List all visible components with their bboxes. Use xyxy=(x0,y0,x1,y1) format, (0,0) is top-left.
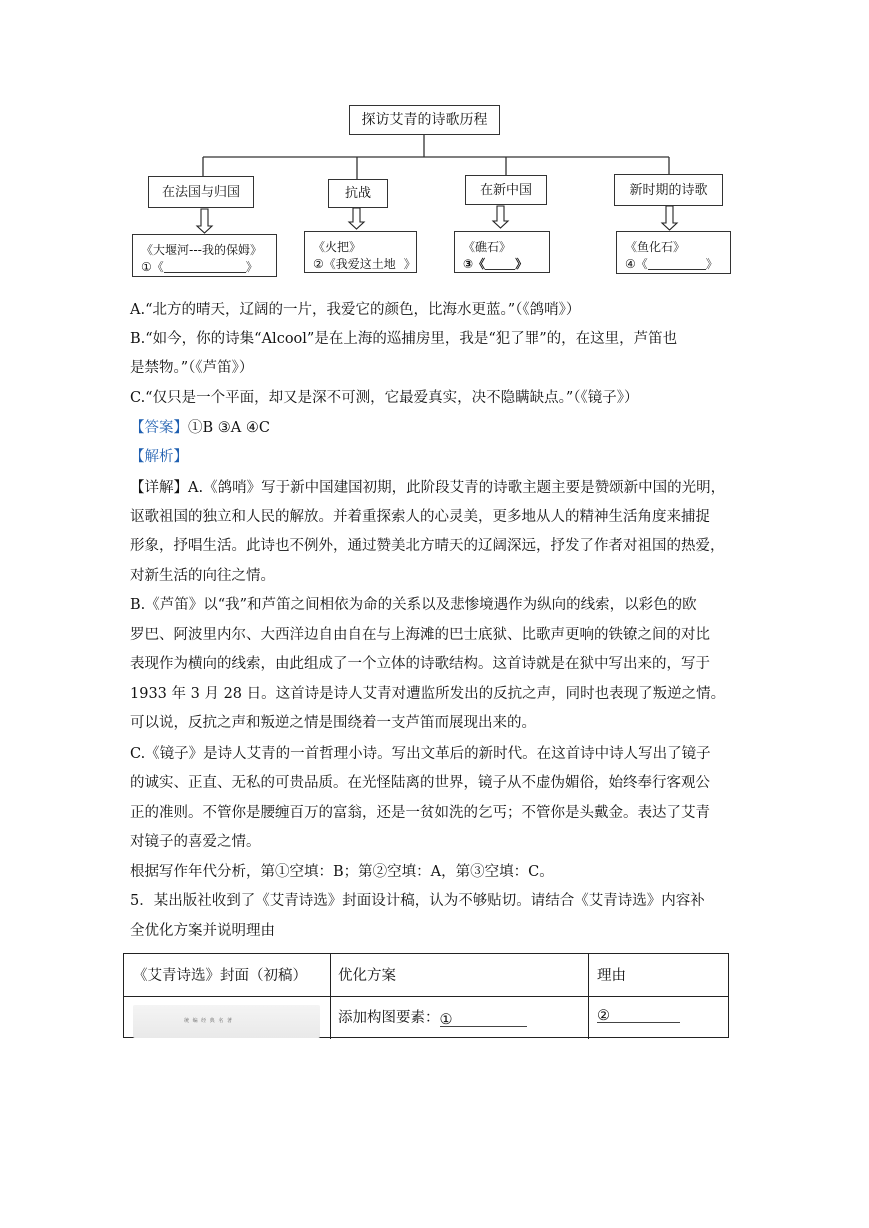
work-blank-line: ③《 》 xyxy=(463,257,528,271)
analysis-line: 1933 年 3 月 28 日。这首诗是诗人艾青对遭监所发出的反抗之声，同时也表现了叛逆之情。 xyxy=(130,686,726,702)
analysis-line: 讴歌祖国的独立和人民的解放。并着重探索人的心灵美，更多地从人的精神生活角度来捕捉 xyxy=(130,509,710,525)
option-a: A.“北方的晴天，辽阔的一片，我爱它的颜色，比海水更蓝。”（《鸽哨》） xyxy=(130,302,581,318)
option-c: C.“仅只是一个平面，却又是深不可测，它最爱真实，决不隐瞒缺点。”（《镜子》） xyxy=(130,390,639,406)
works-box-france xyxy=(132,234,277,277)
work-title: 《大堰河---我的保姆》 xyxy=(141,243,262,257)
works-box-new-china xyxy=(454,231,550,273)
diagram-connectors xyxy=(0,0,869,300)
header-cover-draft: 《艾青诗选》封面（初稿） xyxy=(133,968,307,984)
stage-france-box: 在法国与归国 xyxy=(148,176,254,208)
work-title: 《火把》 xyxy=(313,240,362,254)
work-blank-line: ①《 》 xyxy=(141,260,258,274)
cover-draft-image xyxy=(133,1005,320,1038)
stage-war-box: 抗战 xyxy=(328,179,388,208)
reason-blank-field[interactable]: ② xyxy=(597,1008,680,1023)
analysis-line: 对新生活的向往之情。 xyxy=(130,568,275,584)
work-title: 《礁石》 xyxy=(463,240,512,254)
fill-blank-1[interactable] xyxy=(164,260,246,273)
question-5-line2: 全优化方案并说明理由 xyxy=(130,923,275,939)
analysis-line: B.《芦笛》以“我”和芦笛之间相依为命的关系以及悲惨境遇作为纵向的线索，以彩色的欧 xyxy=(130,597,697,613)
plan-cell xyxy=(338,1006,527,1027)
works-box-new-era xyxy=(616,231,731,274)
diagram-root-box: 探访艾青的诗歌历程 xyxy=(349,105,500,135)
question-5-line1: 5．某出版社收到了《艾青诗选》封面设计稿，认为不够贴切。请结合《艾青诗选》内容补 xyxy=(130,893,705,909)
analysis-line: 根据写作年代分析，第①空填：B；第②空填：A，第③空填：C。 xyxy=(130,864,554,880)
answer-line xyxy=(130,421,270,436)
analysis-line: 形象，抒唱生活。此诗也不例外，通过赞美北方晴天的辽阔深远，抒发了作者对祖国的热爱， xyxy=(130,538,725,554)
works-box-war xyxy=(304,231,417,273)
fill-blank-4[interactable] xyxy=(648,257,706,270)
work-title: 《鱼化石》 xyxy=(625,240,686,254)
analysis-line: 正的准则。不管你是腰缠百万的富翁，还是一贫如洗的乞丐；不管你是头戴金。表达了艾青 xyxy=(130,805,710,821)
option-b-line1: B.“如今，你的诗集“Alcool”是在上海的巡捕房里，我是“犯了罪”的，在这里，芦笛也 xyxy=(130,331,678,347)
analysis-line: 的诚实、正直、无私的可贵品质。在光怪陆离的世界，镜子从不虚伪媚俗，始终奉行客观公 xyxy=(130,775,710,791)
header-optimization-plan: 优化方案 xyxy=(338,968,396,984)
stage-new-era-box: 新时期的诗歌 xyxy=(614,174,723,206)
detail-label: 【详解】 xyxy=(130,480,188,496)
analysis-line: 表现作为横向的线索，由此组成了一个立体的诗歌结构。这首诗就是在狱中写出来的，写于 xyxy=(130,656,710,672)
plan-label: 添加构图要素： xyxy=(338,1010,440,1026)
analysis-line: 对镜子的喜爱之情。 xyxy=(130,834,261,850)
answer-label: 【答案】 xyxy=(130,420,188,436)
stage-new-china-box: 在新中国 xyxy=(465,175,547,205)
table-divider xyxy=(124,996,728,997)
analysis-line: 可以说，反抗之声和叛逆之情是围绕着一支芦笛而展现出来的。 xyxy=(130,715,536,731)
answer-text: ①B ③A ④C xyxy=(188,420,270,436)
analysis-line: C.《镜子》是诗人艾青的一首哲理小诗。写出文革后的新时代。在这首诗中诗人写出了镜子 xyxy=(130,746,711,762)
analysis-line: 【详解】A.《鸽哨》写于新中国建国初期，此阶段艾青的诗歌主题主要是赞颂新中国的光明， xyxy=(130,480,726,496)
cover-series-text: 统 编 经 典 名 著 xyxy=(184,1018,233,1024)
fill-blank-3[interactable] xyxy=(485,257,515,270)
analysis-line: 罗巴、阿波里内尔、大西洋边自由自在与上海滩的巴士底狱、比歌声更响的铁镣之间的对比 xyxy=(130,627,710,643)
option-b-line2: 是禁物。”（《芦笛》） xyxy=(130,360,254,376)
plan-blank-field[interactable]: ① xyxy=(440,1012,527,1027)
poetry-journey-diagram xyxy=(0,0,869,300)
header-reason: 理由 xyxy=(597,968,626,984)
reason-cell xyxy=(597,1006,680,1023)
analysis-label: 【解析】 xyxy=(130,449,188,465)
work-line: ②《我爱这土地 》 xyxy=(313,257,416,271)
work-blank-line: ④《 》 xyxy=(625,257,718,271)
